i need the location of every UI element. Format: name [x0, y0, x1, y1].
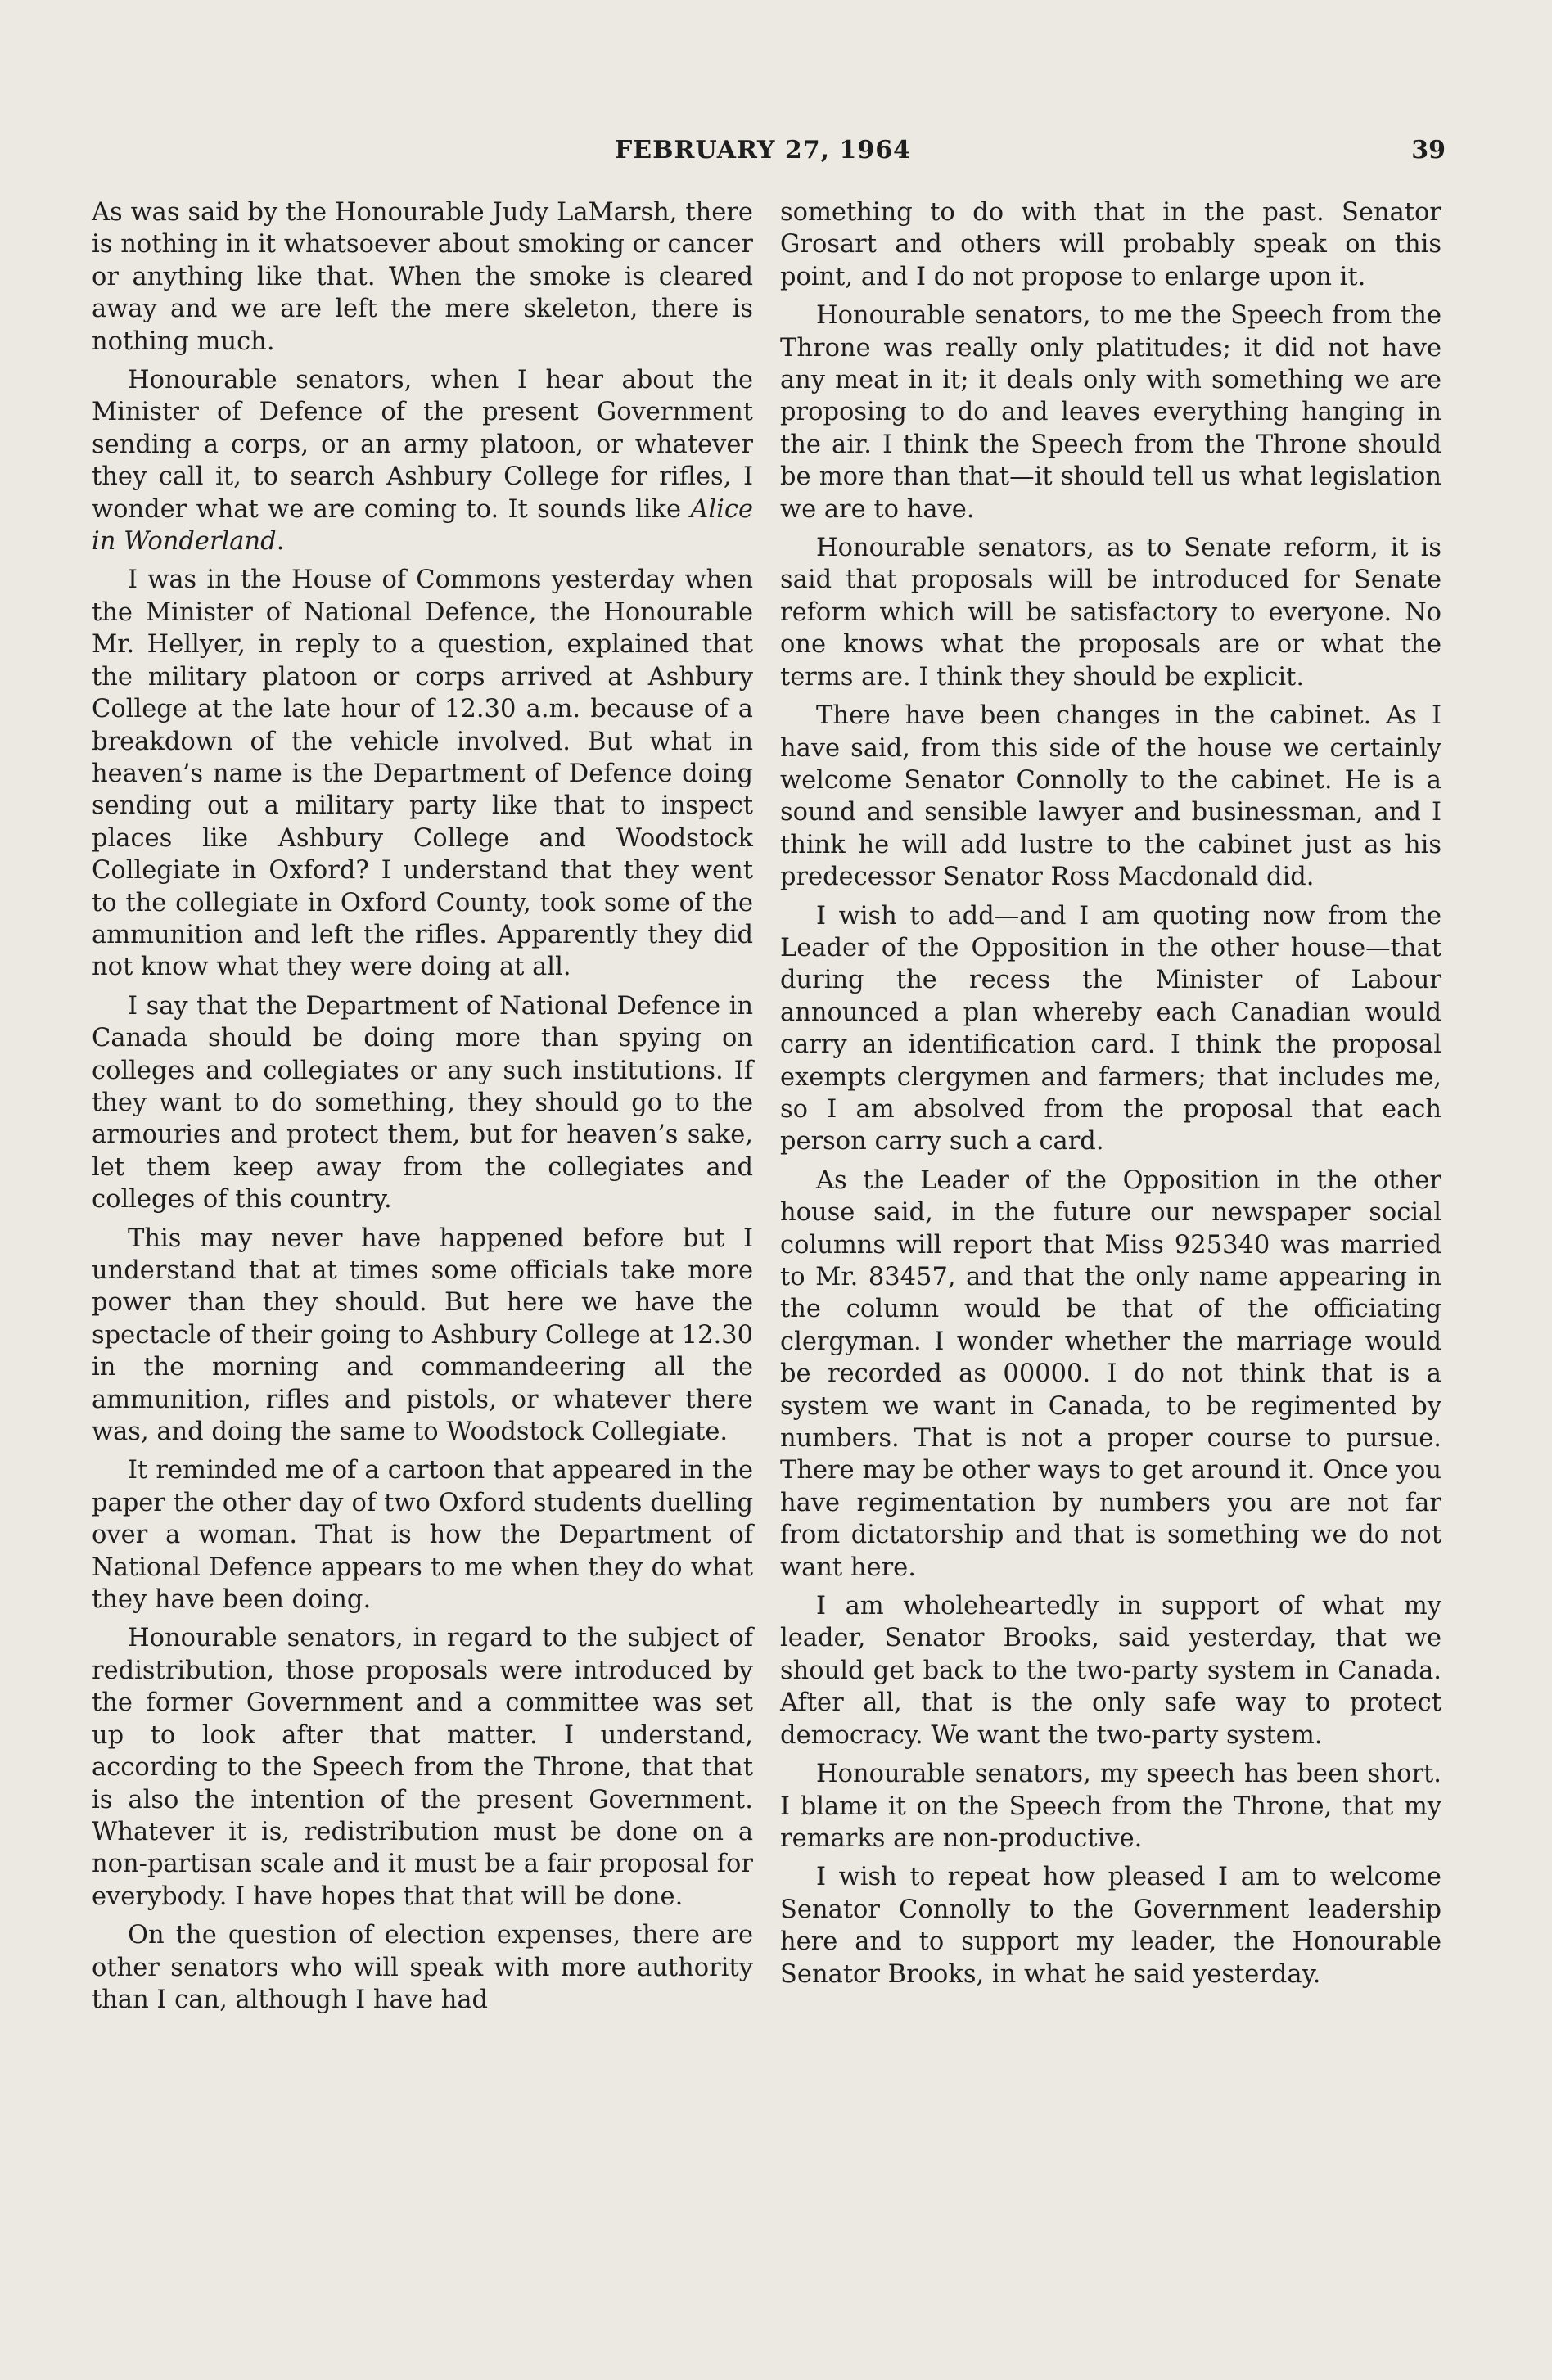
- paragraph-text: .: [276, 527, 285, 557]
- paragraph: Honourable senators, to me the Speech from the Throne was really only platitudes; it did not have any meat in it; it deals only with something we are proposing to do and leaves everything hanging in the air. I think the Speech from the Throne should be more than that—it should tell us what legislation we are to have.: [780, 301, 1441, 524]
- right-column: [780, 196, 1441, 1997]
- paragraph: As the Leader of the Opposition in the other house said, in the future our newspaper social columns will report that Miss 925340 was married to Mr. 83457, and that the only name appearing in the column would be that of the officiating clergyman. I wonder whether the marriage would be recorded as 00000. I do not think that is a system we want in Canada, to be regimented by numbers. That is not a proper course to pursue. There may be other ways to get around it. Once you have regimentation by numbers you are not far from dictatorship and that is something we do not want here.: [780, 1165, 1441, 1582]
- header-date: FEBRUARY 27, 1964: [615, 136, 911, 165]
- paragraph: It reminded me of a cartoon that appeared in the paper the other day of two Oxford students duelling over a woman. That is how the Department of National Defence appears to me when they do what they have been doing.: [92, 1456, 753, 1615]
- paragraph: I wish to repeat how pleased I am to welcome Senator Connolly to the Government leadership here and to support my leader, the Honourable Senator Brooks, in what he said yesterday.: [780, 1863, 1441, 1989]
- paragraph: I wish to add—and I am quoting now from the Leader of the Opposition in the other house—that during the recess the Minister of Labour announced a plan whereby each Canadian would carry an identification card. I think the proposal exempts clergymen and farmers; that includes me, so I am absolved from the proposal that each person carry such a card.: [780, 901, 1441, 1156]
- paragraph: [92, 364, 753, 557]
- paragraph: I was in the House of Commons yesterday when the Minister of National Defence, the Honourable Mr. Hellyer, in reply to a question, explained that the military platoon or corps arrived at Ashbury College at the late hour of 12.30 a.m. because of a breakdown of the vehicle involved. But what in heaven’s name is the Department of Defence doing sending out a military party like that to inspect places like Ashbury College and Woodstock Collegiate in Oxford? I understand that they went to the collegiate in Oxford County, took some of the ammunition and left the rifles. Apparently they did not know what they were doing at all.: [92, 566, 753, 982]
- paragraph: On the question of election expenses, there are other senators who will speak with more authority than I can, although I have had: [92, 1921, 753, 2014]
- paragraph: As was said by the Honourable Judy LaMarsh, there is nothing in it whatsoever about smoking or cancer or anything like that. When the smoke is cleared away and we are left the mere skeleton, there is nothing much.: [92, 198, 753, 356]
- paragraph: There have been changes in the cabinet. As I have said, from this side of the house we certainly welcome Senator Connolly to the cabinet. He is a sound and sensible lawyer and businessman, and I think he will add lustre to the cabinet just as his predecessor Senator Ross Macdonald did.: [780, 701, 1441, 892]
- left-column: [92, 196, 753, 2022]
- paragraph-text: Honourable senators, when I hear about the Minister of Defence of the present Government sending a corps, or an army platoon, or whatever they call it, to search Ashbury College for rifles, I wonder what we are coming to. It sounds like: [92, 366, 753, 524]
- paragraph: Honourable senators, my speech has been short. I blame it on the Speech from the Throne, that my remarks are non-productive.: [780, 1760, 1441, 1853]
- paragraph: I am wholeheartedly in support of what my leader, Senator Brooks, said yesterday, that we should get back to the two-party system in Canada. After all, that is the only safe way to protect democracy. We want the two-party system.: [780, 1592, 1441, 1750]
- page-header: [92, 131, 1446, 172]
- page-number: 39: [1411, 136, 1446, 165]
- italic-title: Alice in Wonderland: [92, 494, 753, 557]
- paragraph: Honourable senators, in regard to the subject of redistribution, those proposals were introduced by the former Government and a committee was set up to look after that matter. I understand, according to the Speech from the Throne, that that is also the intention of the present Government. Whatever it is, redistribution must be done on a non-partisan scale and it must be a fair proposal for everybody. I have hopes that that will be done.: [92, 1624, 753, 1911]
- paragraph: something to do with that in the past. Senator Grosart and others will probably speak on this point, and I do not propose to enlarge upon it.: [780, 198, 1441, 291]
- paragraph: This may never have happened before but I understand that at times some officials take more power than they should. But here we have the spectacle of their going to Ashbury College at 12.30 in the morning and commandeering all the ammunition, rifles and pistols, or whatever there was, and doing the same to Woodstock Collegiate.: [92, 1224, 753, 1447]
- paragraph: I say that the Department of National Defence in Canada should be doing more than spying on colleges and collegiates or any such institutions. If they want to do something, they should go to the armouries and protect them, but for heaven’s sake, let them keep away from the collegiates and colleges of this country.: [92, 991, 753, 1215]
- paragraph: Honourable senators, as to Senate reform, it is said that proposals will be introduced for Senate reform which will be satisfactory to everyone. No one knows what the proposals are or what the terms are. I think they should be explicit.: [780, 534, 1441, 692]
